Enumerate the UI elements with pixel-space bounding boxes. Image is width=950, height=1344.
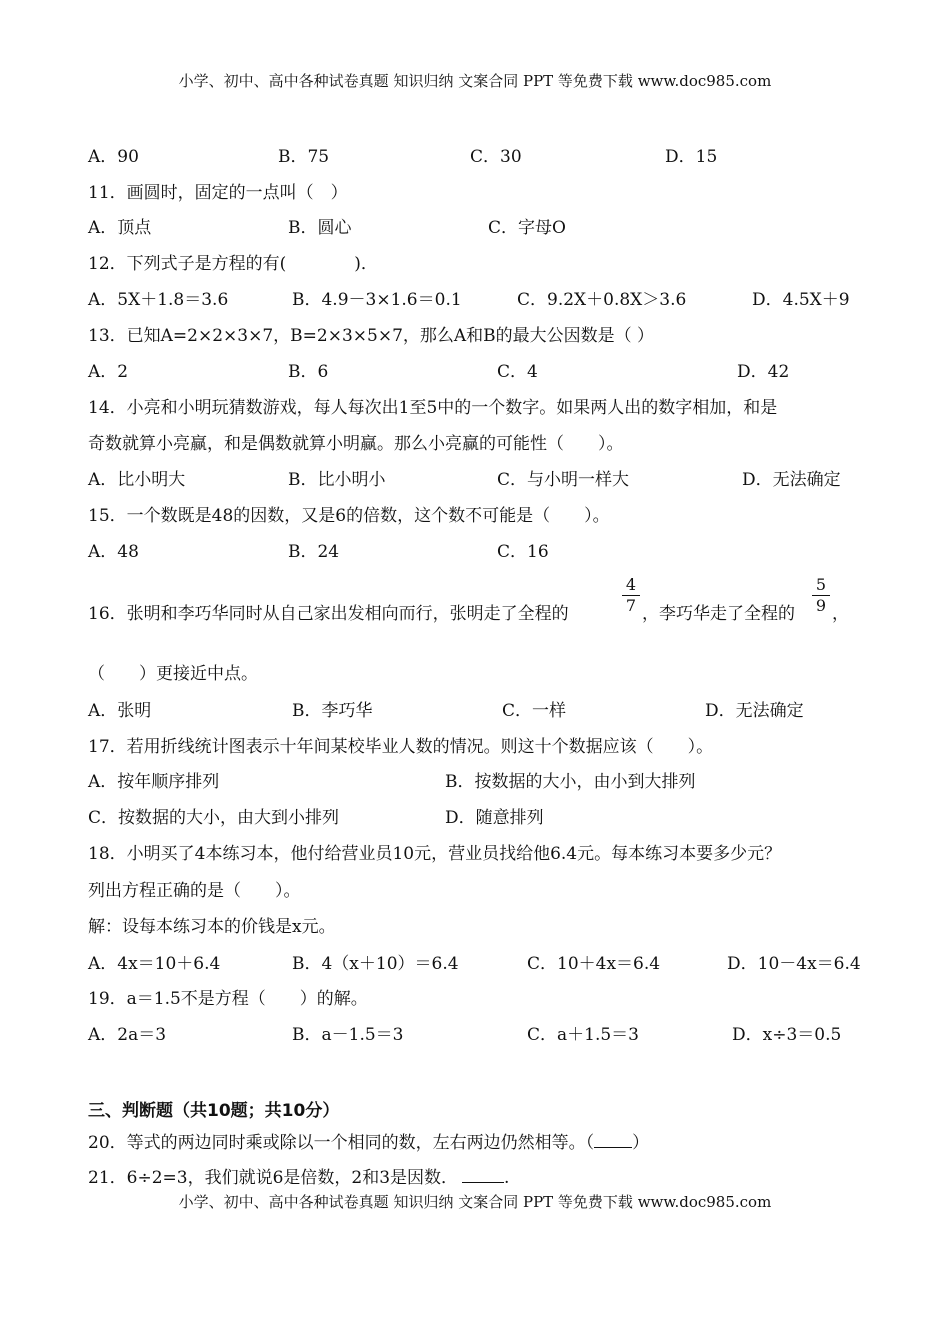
q10-option-c: C．30 — [470, 147, 522, 167]
q19-option-a: A．2a＝3 — [88, 1025, 167, 1045]
q11-stem: 11．画圆时，固定的一点叫（ ） — [88, 183, 348, 203]
q12-option-b: B．4.9－3×1.6＝0.1 — [292, 290, 462, 310]
q20-answer-blank[interactable] — [594, 1131, 632, 1148]
q12-option-c: C．9.2X＋0.8X＞3.6 — [517, 290, 687, 310]
q13-option-c: C．4 — [497, 362, 538, 382]
q19-option-b: B．a－1.5＝3 — [292, 1025, 404, 1045]
q20-stem — [88, 1131, 649, 1154]
q16-stem-part-c: ， — [832, 604, 849, 624]
q16-option-b: B．李巧华 — [292, 701, 373, 721]
q14-stem-line1: 14．小亮和小明玩猜数游戏，每人每次出1至5中的一个数字。如果两人出的数字相加，和是 — [88, 398, 778, 418]
q16-frac1-numerator: 4 — [625, 575, 637, 594]
section-3-heading: 三、判断题（共10题；共10分） — [88, 1101, 340, 1121]
q17-option-b: B．按数据的大小，由小到大排列 — [445, 772, 696, 792]
q14-option-b: B．比小明小 — [288, 470, 386, 490]
q18-option-a: A．4x＝10＋6.4 — [88, 954, 221, 974]
q17-option-c: C．按数据的大小，由大到小排列 — [88, 808, 340, 828]
q18-stem-line1: 18．小明买了4本练习本，他付给营业员10元，营业员找给他6.4元。每本练习本要多少元？ — [88, 844, 782, 864]
q19-option-c: C．a＋1.5＝3 — [527, 1025, 639, 1045]
q16-option-c: C．一样 — [502, 701, 567, 721]
q18-stem-line2: 列出方程正确的是（ ）。 — [88, 881, 301, 901]
q15-option-a: A．48 — [88, 542, 139, 562]
q21-end-period: . — [504, 1168, 510, 1188]
q15-option-c: C．16 — [497, 542, 549, 562]
q16-frac2-numerator: 5 — [815, 575, 827, 594]
q13-option-b: B．6 — [288, 362, 329, 382]
q11-option-c: C．字母O — [488, 218, 566, 238]
q16-frac2-denominator: 9 — [815, 596, 827, 615]
q18-option-b: B．4（x＋10）＝6.4 — [292, 954, 459, 974]
q16-fraction-4-7 — [622, 576, 640, 615]
q19-option-d: D．x÷3＝0.5 — [732, 1025, 842, 1045]
q16-fraction-5-9 — [812, 576, 830, 615]
q16-frac1-denominator: 7 — [625, 596, 637, 615]
q19-stem: 19．a＝1.5不是方程（ ）的解。 — [88, 989, 368, 1009]
q15-stem: 15．一个数既是48的因数，又是6的倍数，这个数不可能是（ ）。 — [88, 506, 610, 526]
q12-option-d: D．4.5X＋9 — [752, 290, 850, 310]
q21-text: 21．6÷2=3，我们就说6是倍数，2和3是因数． — [88, 1168, 459, 1188]
q16-stem-part-a: 16．张明和李巧华同时从自己家出发相向而行，张明走了全程的 — [88, 604, 569, 624]
q10-option-a: A．90 — [88, 147, 139, 167]
q18-option-c: C．10＋4x＝6.4 — [527, 954, 661, 974]
q13-option-a: A．2 — [88, 362, 129, 382]
q12-stem: 12．下列式子是方程的有( )． — [88, 254, 378, 274]
q16-stem-part-b: ，李巧华走了全程的 — [642, 604, 795, 624]
q10-option-d: D．15 — [665, 147, 718, 167]
q16-option-d: D．无法确定 — [705, 701, 804, 721]
q13-stem: 13．已知A=2×2×3×7，B=2×3×5×7，那么A和B的最大公因数是（ ） — [88, 326, 655, 346]
q17-option-d: D．随意排列 — [445, 808, 544, 828]
q15-option-b: B．24 — [288, 542, 340, 562]
q20-text: 20．等式的两边同时乘或除以一个相同的数，左右两边仍然相等。（ — [88, 1133, 595, 1153]
q18-option-d: D．10－4x＝6.4 — [727, 954, 861, 974]
q14-option-a: A．比小明大 — [88, 470, 186, 490]
page-header: 小学、初中、高中各种试卷真题 知识归纳 文案合同 PPT 等免费下载 www.doc985.com — [178, 72, 772, 90]
q14-stem-line2: 奇数就算小亮赢，和是偶数就算小明赢。那么小亮赢的可能性（ ）。 — [88, 434, 624, 454]
q12-option-a: A．5X＋1.8＝3.6 — [88, 290, 229, 310]
q16-stem-line2: （ ）更接近中点。 — [88, 664, 258, 684]
q14-option-d: D．无法确定 — [742, 470, 841, 490]
q11-option-a: A．顶点 — [88, 218, 152, 238]
q21-stem — [88, 1166, 509, 1189]
q10-option-b: B．75 — [278, 147, 330, 167]
q13-option-d: D．42 — [737, 362, 790, 382]
q11-option-b: B．圆心 — [288, 218, 352, 238]
page-footer: 小学、初中、高中各种试卷真题 知识归纳 文案合同 PPT 等免费下载 www.doc985.com — [178, 1193, 772, 1211]
q18-stem-line3: 解：设每本练习本的价钱是x元。 — [88, 917, 336, 937]
q14-option-c: C．与小明一样大 — [497, 470, 630, 490]
q16-option-a: A．张明 — [88, 701, 152, 721]
q20-close-paren: ） — [632, 1133, 650, 1153]
q21-answer-blank[interactable] — [462, 1166, 504, 1183]
q17-option-a: A．按年顺序排列 — [88, 772, 220, 792]
q17-stem: 17．若用折线统计图表示十年间某校毕业人数的情况。则这十个数据应该（ ）。 — [88, 737, 714, 757]
